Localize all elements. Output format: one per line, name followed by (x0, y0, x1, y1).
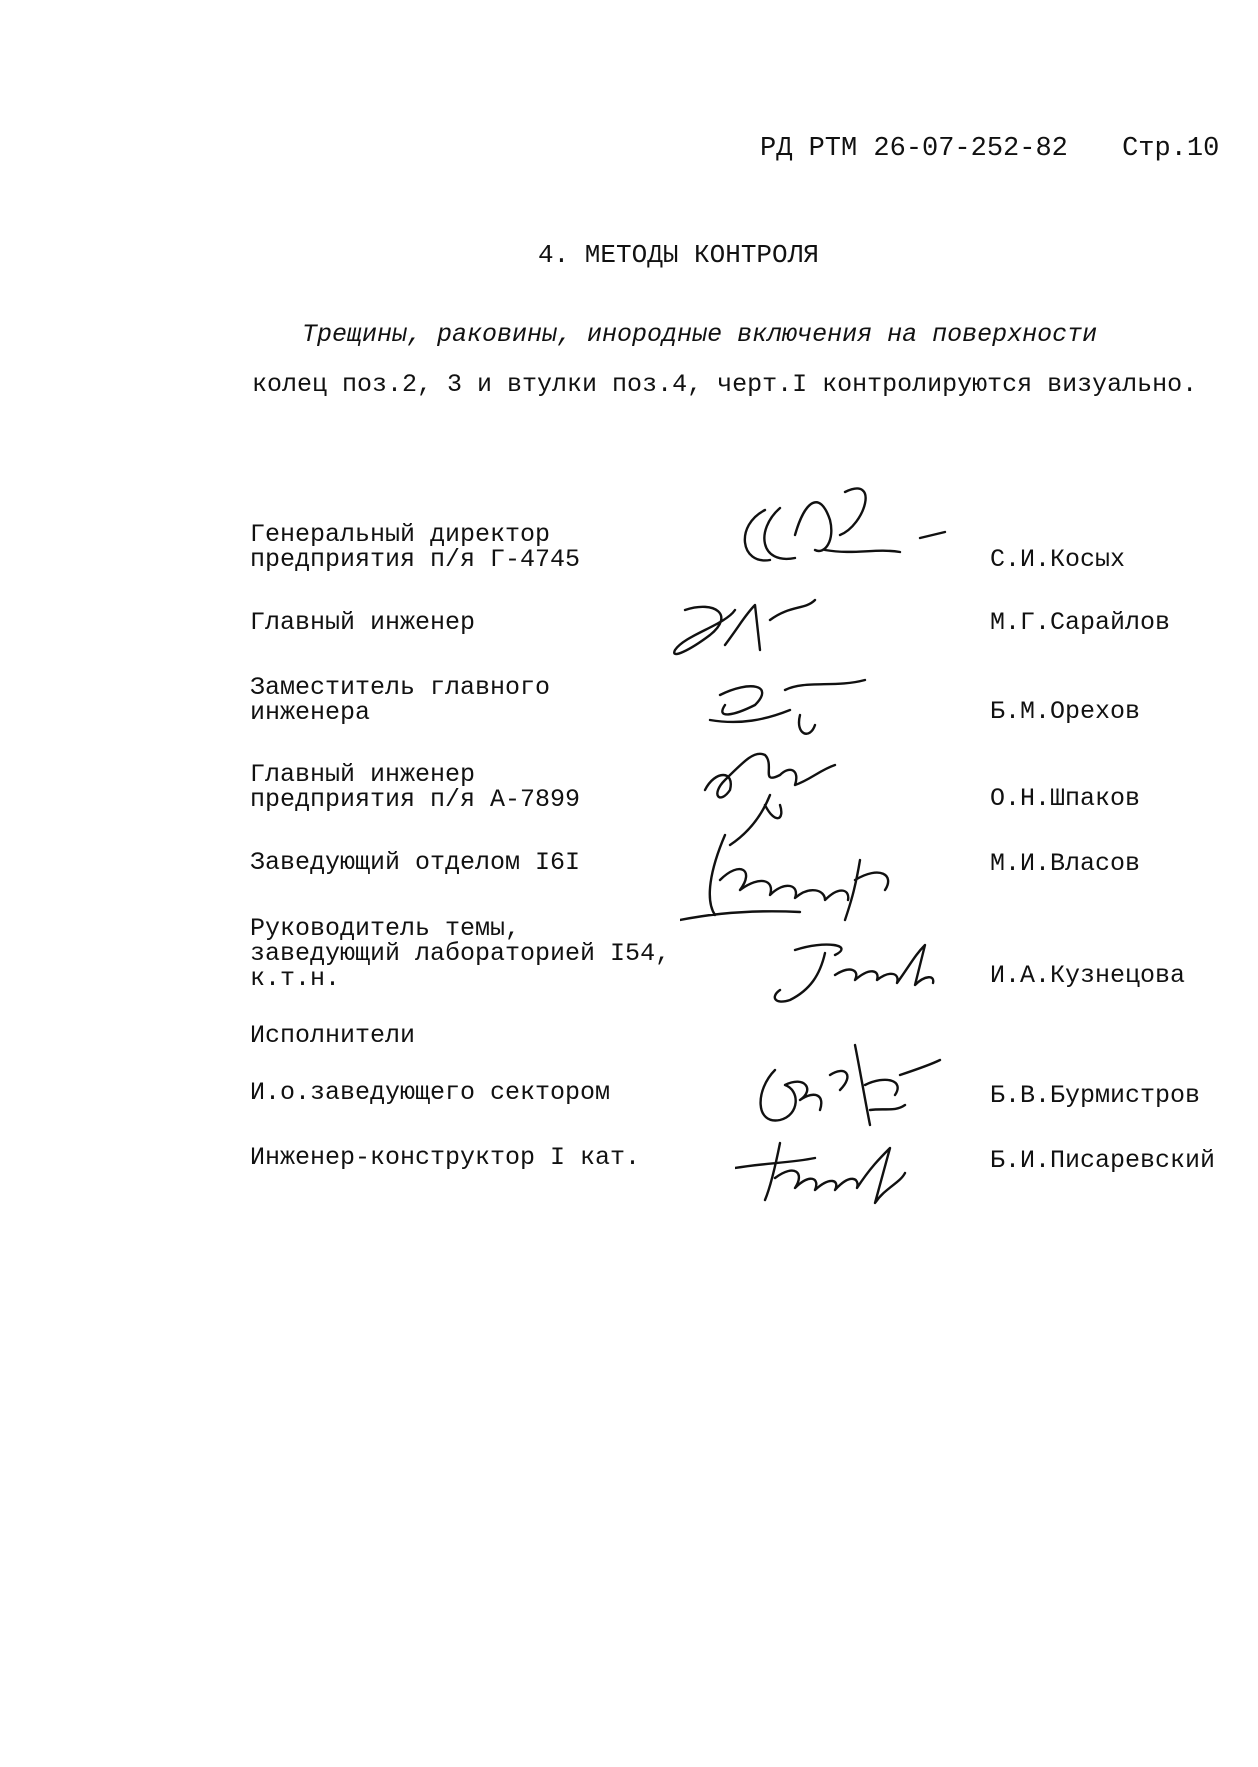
signatory-1-name: С.И.Косых (990, 545, 1126, 574)
signatory-3-role: Заместитель главного инженера (250, 673, 551, 727)
signatory-1-role: Генеральный директор предприятия п/я Г-4745 (250, 520, 581, 574)
signatory-4-name: О.Н.Шпаков (990, 784, 1141, 813)
signature-2 (665, 590, 825, 670)
section-title: 4. МЕТОДЫ КОНТРОЛЯ (538, 240, 819, 270)
signatory-3-name: Б.М.Орехов (990, 697, 1141, 726)
paragraph-line-2: колец поз.2, 3 и втулки поз.4, черт.I контролируются визуально. (252, 370, 1198, 399)
signatory-2-name: М.Г.Сарайлов (990, 608, 1171, 637)
signatory-5-role: Заведующий отделом I6I (250, 848, 581, 877)
signatory-5-name: М.И.Власов (990, 849, 1141, 878)
signatory-4-role: Главный инженер предприятия п/я А-7899 (250, 760, 581, 814)
executor-1-name: Б.В.Бурмистров (990, 1081, 1201, 1110)
signature-7 (745, 1030, 945, 1140)
page-header (760, 134, 1219, 164)
signatory-6-name: И.А.Кузнецова (990, 961, 1186, 990)
document-number: РД РТМ 26-07-252-82 (760, 134, 1068, 164)
signature-5 (680, 820, 940, 930)
executor-2-role: Инженер-конструктор I кат. (250, 1143, 641, 1172)
signature-8 (735, 1128, 915, 1208)
signatory-2-role: Главный инженер (250, 608, 476, 637)
signatory-6-role: Руководитель темы, заведующий лабораторией I54, к.т.н. (250, 914, 671, 993)
executor-1-role: И.о.заведующего сектором (250, 1078, 611, 1107)
signature-1 (725, 480, 955, 580)
executors-heading: Исполнители (250, 1021, 416, 1050)
signature-6 (765, 925, 945, 1015)
paragraph-line-1: Трещины, раковины, инородные включения на поверхности (302, 320, 1098, 349)
executor-2-name: Б.И.Писаревский (990, 1146, 1216, 1175)
page-number: Стр.10 (1122, 134, 1220, 164)
